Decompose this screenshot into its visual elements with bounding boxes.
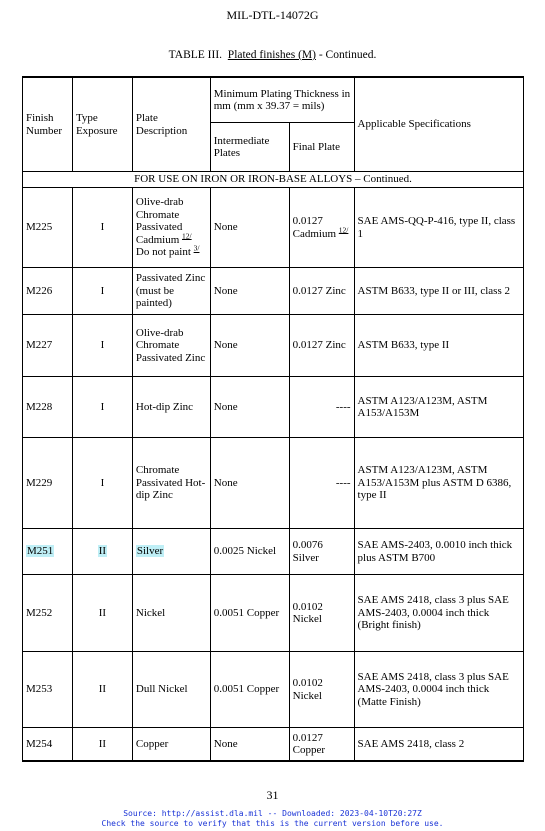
table-bottom-rule	[22, 760, 524, 762]
type-cell: I	[72, 268, 132, 315]
intermediate-cell: 0.0051 Copper	[210, 575, 289, 652]
intermediate-cell: None	[210, 315, 289, 377]
highlighted-text: M251	[27, 545, 54, 558]
description-text: Olive-drab Chromate Passivated Cadmium	[135, 196, 184, 246]
intermediate-cell: None	[210, 438, 289, 529]
finish-number-cell: M225	[23, 188, 73, 268]
final-text: 0.0127 Cadmium	[292, 215, 337, 240]
spec-cell: SAE AMS 2418, class 3 plus SAE AMS-2403, 0.0004 inch thick (Bright finish)	[354, 575, 523, 652]
finish-number-cell: M229	[23, 438, 73, 529]
table-row	[23, 315, 524, 377]
type-cell: I	[72, 315, 132, 377]
section-label: FOR USE ON IRON OR IRON-BASE ALLOYS – Continued.	[23, 172, 524, 188]
plated-finishes-table	[22, 77, 524, 761]
finish-number-cell: M252	[23, 575, 73, 652]
final-cell: 0.0076 Silver	[289, 529, 354, 575]
intermediate-cell: None	[210, 377, 289, 438]
finish-number-cell	[23, 529, 73, 575]
description-cell: Nickel	[132, 575, 210, 652]
table-row	[23, 438, 524, 529]
description-cell	[132, 188, 210, 268]
table-row	[23, 268, 524, 315]
highlighted-text: II	[98, 545, 107, 558]
header-min-thickness: Minimum Plating Thickness in mm (mm x 39.37 = mils)	[210, 78, 354, 123]
description-cell: Dull Nickel	[132, 652, 210, 728]
finish-number-cell: M254	[23, 728, 73, 761]
document-id: MIL-DTL-14072G	[226, 8, 319, 22]
page-number: 31	[266, 788, 279, 802]
type-cell	[72, 529, 132, 575]
source-line: Source: http://assist.dla.mil -- Downloaded: 2023-04-10T20:27Z	[123, 809, 422, 818]
type-cell: II	[72, 652, 132, 728]
spec-cell: ASTM A123/A123M, ASTM A153/A153M	[354, 377, 523, 438]
table-row	[23, 652, 524, 728]
intermediate-cell: 0.0051 Copper	[210, 652, 289, 728]
spec-cell: ASTM A123/A123M, ASTM A153/A153M plus ASTM D 6386, type II	[354, 438, 523, 529]
spec-cell: ASTM B633, type II	[354, 315, 523, 377]
table-row	[23, 188, 524, 268]
type-cell: II	[72, 575, 132, 652]
final-cell	[289, 188, 354, 268]
caption-prefix: TABLE III.	[168, 49, 223, 61]
header-applicable-specs: Applicable Specifications	[354, 78, 523, 172]
table-caption	[0, 49, 545, 61]
intermediate-cell: None	[210, 728, 289, 761]
final-cell: 0.0102 Nickel	[289, 652, 354, 728]
caption-title: Plated finishes (M)	[227, 49, 316, 61]
table-row	[23, 728, 524, 761]
header-type-exposure: Type Exposure	[72, 78, 132, 172]
table-top-rule	[22, 76, 524, 78]
final-cell: 0.0102 Nickel	[289, 575, 354, 652]
spec-cell: SAE AMS-2403, 0.0010 inch thick plus ASTM B700	[354, 529, 523, 575]
intermediate-cell: 0.0025 Nickel	[210, 529, 289, 575]
header-intermediate-plates: Intermediate Plates	[210, 123, 289, 172]
description-cell: Chromate Passivated Hot-dip Zinc	[132, 438, 210, 529]
type-cell: II	[72, 728, 132, 761]
spec-cell: SAE AMS 2418, class 2	[354, 728, 523, 761]
final-cell: 0.0127 Zinc	[289, 315, 354, 377]
description-cell: Copper	[132, 728, 210, 761]
table-row	[23, 377, 524, 438]
description-cell: Olive-drab Chromate Passivated Zinc	[132, 315, 210, 377]
header-final-plate: Final Plate	[289, 123, 354, 172]
description-note: Do not paint	[135, 246, 191, 259]
description-cell: Hot-dip Zinc	[132, 377, 210, 438]
highlighted-text: Silver	[136, 545, 164, 558]
final-cell: ----	[289, 377, 354, 438]
footnote-ref: 12/	[338, 224, 349, 234]
intermediate-cell: None	[210, 188, 289, 268]
type-cell: I	[72, 188, 132, 268]
finish-number-cell: M228	[23, 377, 73, 438]
intermediate-cell: None	[210, 268, 289, 315]
description-cell: Passivated Zinc (must be painted)	[132, 268, 210, 315]
table-row	[23, 575, 524, 652]
finish-number-cell: M226	[23, 268, 73, 315]
spec-cell: ASTM B633, type II or III, class 2	[354, 268, 523, 315]
header-plate-description: Plate Description	[132, 78, 210, 172]
table-row	[23, 529, 524, 575]
footnote-ref: 3/	[193, 243, 200, 253]
finish-number-cell: M227	[23, 315, 73, 377]
caption-suffix: - Continued.	[318, 49, 377, 61]
type-cell: I	[72, 377, 132, 438]
final-cell: ----	[289, 438, 354, 529]
footnote-ref: 12/	[182, 231, 192, 241]
spec-cell: SAE AMS 2418, class 3 plus SAE AMS-2403, 0.0004 inch thick (Matte Finish)	[354, 652, 523, 728]
spec-cell: SAE AMS-QQ-P-416, type II, class 1	[354, 188, 523, 268]
final-cell: 0.0127 Copper	[289, 728, 354, 761]
final-cell: 0.0127 Zinc	[289, 268, 354, 315]
verify-notice: Check the source to verify that this is the current version before use.	[101, 819, 444, 828]
header-finish-number: Finish Number	[23, 78, 73, 172]
description-cell	[132, 529, 210, 575]
finish-number-cell: M253	[23, 652, 73, 728]
type-cell: I	[72, 438, 132, 529]
